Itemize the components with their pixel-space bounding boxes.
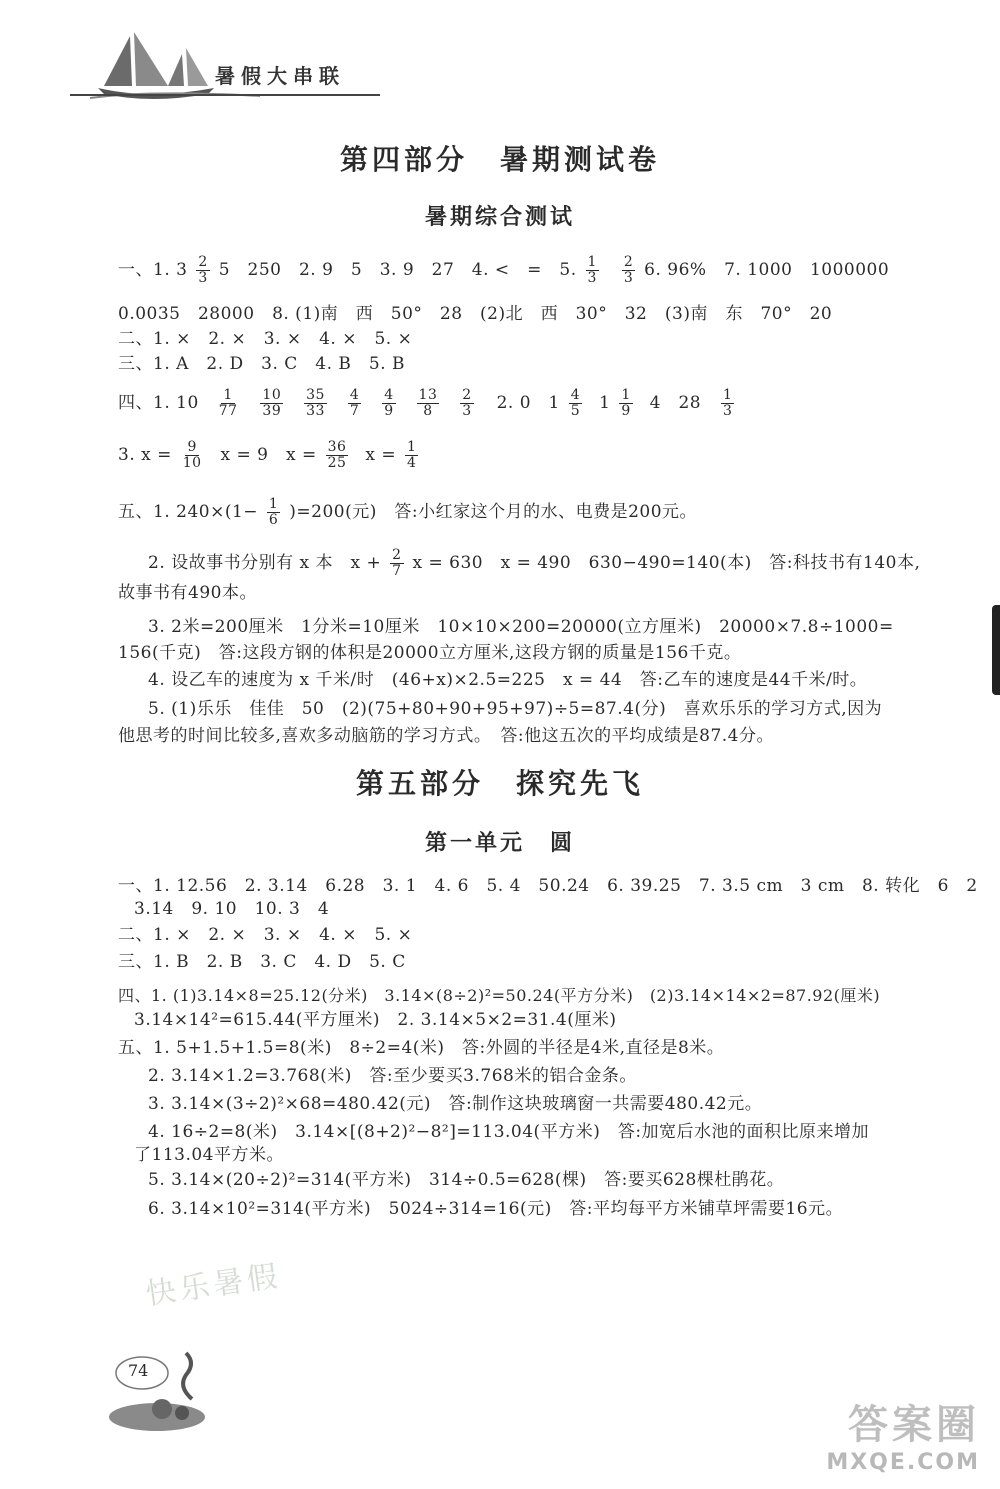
fraction: $\frac{4}{9}$ [384,387,394,419]
header [70,28,380,103]
part5-line: 2. 3.14×1.2=3.768(米) 答:至少要买3.768米的铝合金条。 [148,1066,637,1086]
watermark-logo-text: 答案圈 [848,1402,980,1448]
page-number: 74 [128,1361,149,1380]
fraction: $\frac{35}{33}$ [306,387,325,419]
part4-s5-line7: 5. (1)乐乐 佳佳 50 (2)(75+80+90+95+97)÷5=87.4(分) 喜欢乐乐的学习方式,因为 [148,699,883,719]
text: 2. 0 1 [496,393,560,413]
part5-title: 第五部分 探究先飞 [355,767,644,800]
fraction: $\frac{36}{25}$ [327,439,347,471]
part4-s5-line2 [148,548,920,579]
part5-line: 3. 3.14×(3÷2)²×68=480.42(元) 答:制作这块玻璃窗一共需要480.42元。 [148,1094,763,1114]
mascot-icon [102,1345,212,1435]
part5-line: 5. 3.14×(20÷2)²=314(平方米) 314÷0.5=628(棵) 答:要买628棵杜鹃花。 [148,1170,785,1190]
part4-s5-line8: 他思考的时间比较多,喜欢多动脑筋的学习方式。 答:他这五次的平均成绩是87.4分。 [118,726,774,746]
header-rule [70,94,380,96]
fraction: $\frac{2}{3}$ [198,254,208,286]
text: x = [365,445,397,465]
part5-line: 三、1. B 2. B 3. C 4. D 5. C [118,952,406,972]
fraction: $\frac{13}{8}$ [418,387,438,419]
part5-line: 二、1. × 2. × 3. × 4. × 5. × [118,925,413,945]
part5-subtitle: 第一单元 圆 [424,831,575,856]
part4-s5-line1 [118,497,697,528]
text: 5 250 2. 9 5 3. 9 27 4. < = 5. [218,260,577,280]
fraction: $\frac{2}{7}$ [392,547,402,579]
text: x = 630 x = 490 630−490=140(本) 答:科技书有140本, [412,553,921,573]
page-number-badge [102,1345,212,1435]
fraction: $\frac{1}{4}$ [407,439,417,471]
fraction: $\frac{1}{9}$ [621,387,631,419]
part5-line: 了113.04平方米。 [134,1145,284,1165]
part4-subtitle: 暑期综合测试 [424,205,575,230]
part4-s5-line4: 3. 2米=200厘米 1分米=10厘米 10×10×200=20000(立方厘米) 20000×7.8÷1000= [148,617,894,637]
watermark [826,1393,980,1475]
text: 6. 96% 7. 1000 1000000 [644,260,890,280]
part5-line: 4. 16÷2=8(米) 3.14×[(8+2)²−8²]=113.04(平方米) 答:加宽后水池的面积比原来增加 [148,1122,870,1142]
fraction: $\frac{4}{5}$ [570,387,581,419]
part5-line: 3.14 9. 10 10. 3 4 [134,899,330,919]
fraction: $\frac{9}{10}$ [182,439,202,471]
text: )=200(元) 答:小红家这个月的水、电费是200元。 [289,502,698,522]
part4-s3: 三、1. A 2. D 3. C 4. B 5. B [118,354,406,374]
text: 3. x = [118,445,172,465]
fraction: $\frac{2}{3}$ [462,387,472,419]
text: 四、1. 10 [118,393,199,413]
part5-line: 五、1. 5+1.5+1.5=8(米) 8÷2=4(米) 答:外圆的半径是4米,直径是8米。 [118,1038,725,1058]
faint-stamp: 快乐暑假 [143,1258,284,1313]
part5-line: 四、1. (1)3.14×8=25.12(分米) 3.14×(8÷2)²=50.24(平方分米) (2)3.14×14×2=87.92(厘米) [118,986,881,1005]
text: 4 28 [649,393,702,413]
fraction: $\frac{1}{6}$ [268,496,279,528]
part4-s4-line1 [118,388,737,419]
fraction: $\frac{2}{3}$ [623,254,634,286]
part4-s5-line3: 故事书有490本。 [118,583,257,603]
part4-title: 第四部分 暑期测试卷 [339,143,660,176]
watermark-url: MXQE.COM [826,1450,980,1475]
text: 一、1. 3 [118,260,188,280]
part4-s5-line5: 156(千克) 答:这段方钢的体积是20000立方厘米,这段方钢的质量是156千克。 [118,643,742,663]
scan-edge-shadow [992,605,1000,695]
text: 2. 设故事书分别有 x 本 x + [148,553,382,573]
text: 1 [599,393,611,413]
part5-line: 3.14×14²=615.44(平方厘米) 2. 3.14×5×2=31.4(厘米) [134,1010,617,1030]
part5-line: 一、1. 12.56 2. 3.14 6.28 3. 1 4. 6 5. 4 50.24 6. 39.25 7. 3.5 cm 3 cm 8. 转化 6 2 [118,876,978,896]
text: 五、1. 240×(1− [118,502,259,522]
part4-s1-line1 [118,255,889,286]
fraction: $\frac{1}{77}$ [218,387,238,419]
part5-line: 6. 3.14×10²=314(平方米) 5024÷314=16(元) 答:平均每平方米铺草坪需要16元。 [148,1199,844,1219]
fraction: $\frac{10}{39}$ [262,387,282,419]
text: x = 9 x = [220,445,317,465]
part4-s4-line2 [118,440,421,471]
header-title: 暑假大串联 [215,64,345,88]
part4-s2: 二、1. × 2. × 3. × 4. × 5. × [118,329,413,349]
fraction: $\frac{4}{7}$ [349,387,360,419]
part4-s1-line2: 0.0035 28000 8. (1)南 西 50° 28 (2)北 西 30° 32 (3)南 东 70° 20 [118,304,833,324]
fraction: $\frac{1}{3}$ [723,387,733,419]
part4-s5-line6: 4. 设乙车的速度为 x 千米/时 (46+x)×2.5=225 x = 44 答:乙车的速度是44千米/时。 [148,670,868,690]
fraction: $\frac{1}{3}$ [587,254,597,286]
